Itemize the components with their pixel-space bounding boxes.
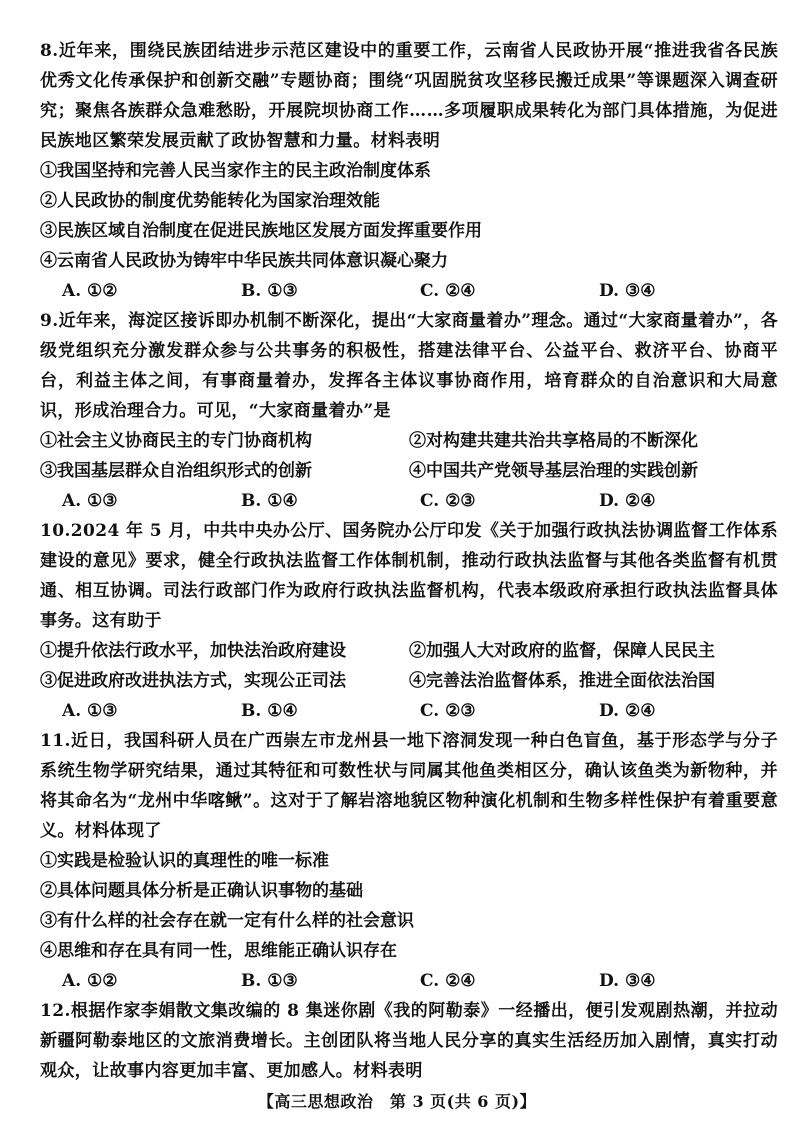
choice-c: C. ②④ xyxy=(420,281,476,301)
question-12 xyxy=(40,996,778,1086)
choice-c: C. ②④ xyxy=(420,971,476,991)
choice-d: D. ③④ xyxy=(599,971,656,991)
statement: ①社会主义协商民主的专门协商机构 xyxy=(40,431,312,451)
question-text: 近年来，海淀区接诉即办机制不断深化，提出“大家商量着办”理念。通过“大家商量着办”，各级党组织充分激发群众参与公共事务的积极性，搭建法律平台、公益平台、救济平台、协商平台，利益主体之间，有事商量着办，发挥各主体议事协商作用，培育群众的自治意识和大局意识，形成治理合力。可见，“大家商量着办”是 xyxy=(40,311,778,421)
choice-d: D. ②④ xyxy=(599,701,656,721)
question-text: 近日，我国科研人员在广西崇左市龙州县一地下溶洞发现一种白色盲鱼，基于形态学与分子系统生物学研究结果，通过其特征和可数性状与同属其他鱼类相区分，确认该鱼类为新物种，并将其命名为“龙州中华喀鳅”。这对于了解岩溶地貌区物种演化机制和生物多样性保护有着重要意义。材料体现了 xyxy=(40,731,778,841)
question-stem xyxy=(40,306,778,426)
statement: ③有什么样的社会存在就一定有什么样的社会意识 xyxy=(40,911,414,931)
statement: ④中国共产党领导基层治理的实践创新 xyxy=(409,461,698,481)
statement-row xyxy=(40,636,778,666)
page-footer: 【高三思想政治 第 3 页(共 6 页)】 xyxy=(257,1092,537,1111)
question-11 xyxy=(40,726,778,996)
question-9 xyxy=(40,306,778,516)
choice-b: B. ①③ xyxy=(241,281,298,301)
question-stem xyxy=(40,726,778,846)
choice-a: A. ①② xyxy=(62,281,118,301)
answer-choices xyxy=(40,966,778,996)
statement: ②具体问题具体分析是正确认识事物的基础 xyxy=(40,881,363,901)
statement: ④云南省人民政协为铸牢中华民族共同体意识凝心聚力 xyxy=(40,251,448,271)
statement: ①实践是检验认识的真理性的唯一标准 xyxy=(40,851,329,871)
question-text: 近年来，围绕民族团结进步示范区建设中的重要工作，云南省人民政协开展“推进我省各民族优秀文化传承保护和创新交融”专题协商；围绕“巩固脱贫攻坚移民搬迁成果”等课题深入调查研究；聚焦各族群众急难愁盼，开展院坝协商工作……多项履职成果转化为部门具体措施，为促进民族地区繁荣发展贡献了政协智慧和力量。材料表明 xyxy=(40,41,778,151)
question-number: 11. xyxy=(40,731,71,751)
choice-b: B. ①④ xyxy=(241,491,298,511)
statement: ①提升依法行政水平，加快法治政府建设 xyxy=(40,641,346,661)
statement: ③民族区域自治制度在促进民族地区发展方面发挥重要作用 xyxy=(40,221,482,241)
exam-page xyxy=(40,36,778,1086)
question-number: 10. xyxy=(40,521,71,541)
question-number: 12. xyxy=(40,1001,71,1021)
choice-a: A. ①③ xyxy=(62,701,118,721)
statement: ①我国坚持和完善人民当家作主的民主政治制度体系 xyxy=(40,161,431,181)
answer-choices xyxy=(40,696,778,726)
choice-a: A. ①② xyxy=(62,971,118,991)
answer-choices xyxy=(40,486,778,516)
choice-a: A. ①③ xyxy=(62,491,118,511)
question-text: 2024 年 5 月，中共中央办公厅、国务院办公厅印发《关于加强行政执法协调监督工作体系建设的意见》要求，健全行政执法监督工作体制机制，推动行政执法监督与其他各类监督有机贯通、相互协调。司法行政部门作为政府行政执法监督机构，代表本级政府承担行政执法监督具体事务。这有助于 xyxy=(40,521,778,631)
statement: ③我国基层群众自治组织形式的创新 xyxy=(40,461,312,481)
statement-row xyxy=(40,666,778,696)
question-8 xyxy=(40,36,778,306)
choice-d: D. ③④ xyxy=(599,281,656,301)
question-number: 8. xyxy=(40,41,59,61)
statement: ④完善法治监督体系，推进全面依法治国 xyxy=(409,671,715,691)
question-number: 9. xyxy=(40,311,59,331)
question-stem xyxy=(40,996,778,1086)
choice-d: D. ②④ xyxy=(599,491,656,511)
choice-b: B. ①④ xyxy=(241,701,298,721)
statement: ②对构建共建共治共享格局的不断深化 xyxy=(409,431,698,451)
statement: ②加强人大对政府的监督，保障人民民主 xyxy=(409,641,715,661)
statement: ④思维和存在具有同一性，思维能正确认识存在 xyxy=(40,941,397,961)
statement: ③促进政府改进执法方式，实现公正司法 xyxy=(40,671,346,691)
choice-c: C. ②③ xyxy=(420,491,476,511)
statement: ②人民政协的制度优势能转化为国家治理效能 xyxy=(40,191,380,211)
question-text: 根据作家李娟散文集改编的 8 集迷你剧《我的阿勒泰》一经播出，便引发观剧热潮，并拉动新疆阿勒泰地区的文旅消费增长。主创团队将当地人民分享的真实生活经历加入剧情，真实打动观众，让故事内容更加丰富、更加感人。材料表明 xyxy=(40,1001,778,1081)
statement-row xyxy=(40,426,778,456)
question-stem xyxy=(40,516,778,636)
question-10 xyxy=(40,516,778,726)
choice-b: B. ①③ xyxy=(241,971,298,991)
question-stem xyxy=(40,36,778,156)
answer-choices xyxy=(40,276,778,306)
statement-row xyxy=(40,456,778,486)
choice-c: C. ②③ xyxy=(420,701,476,721)
